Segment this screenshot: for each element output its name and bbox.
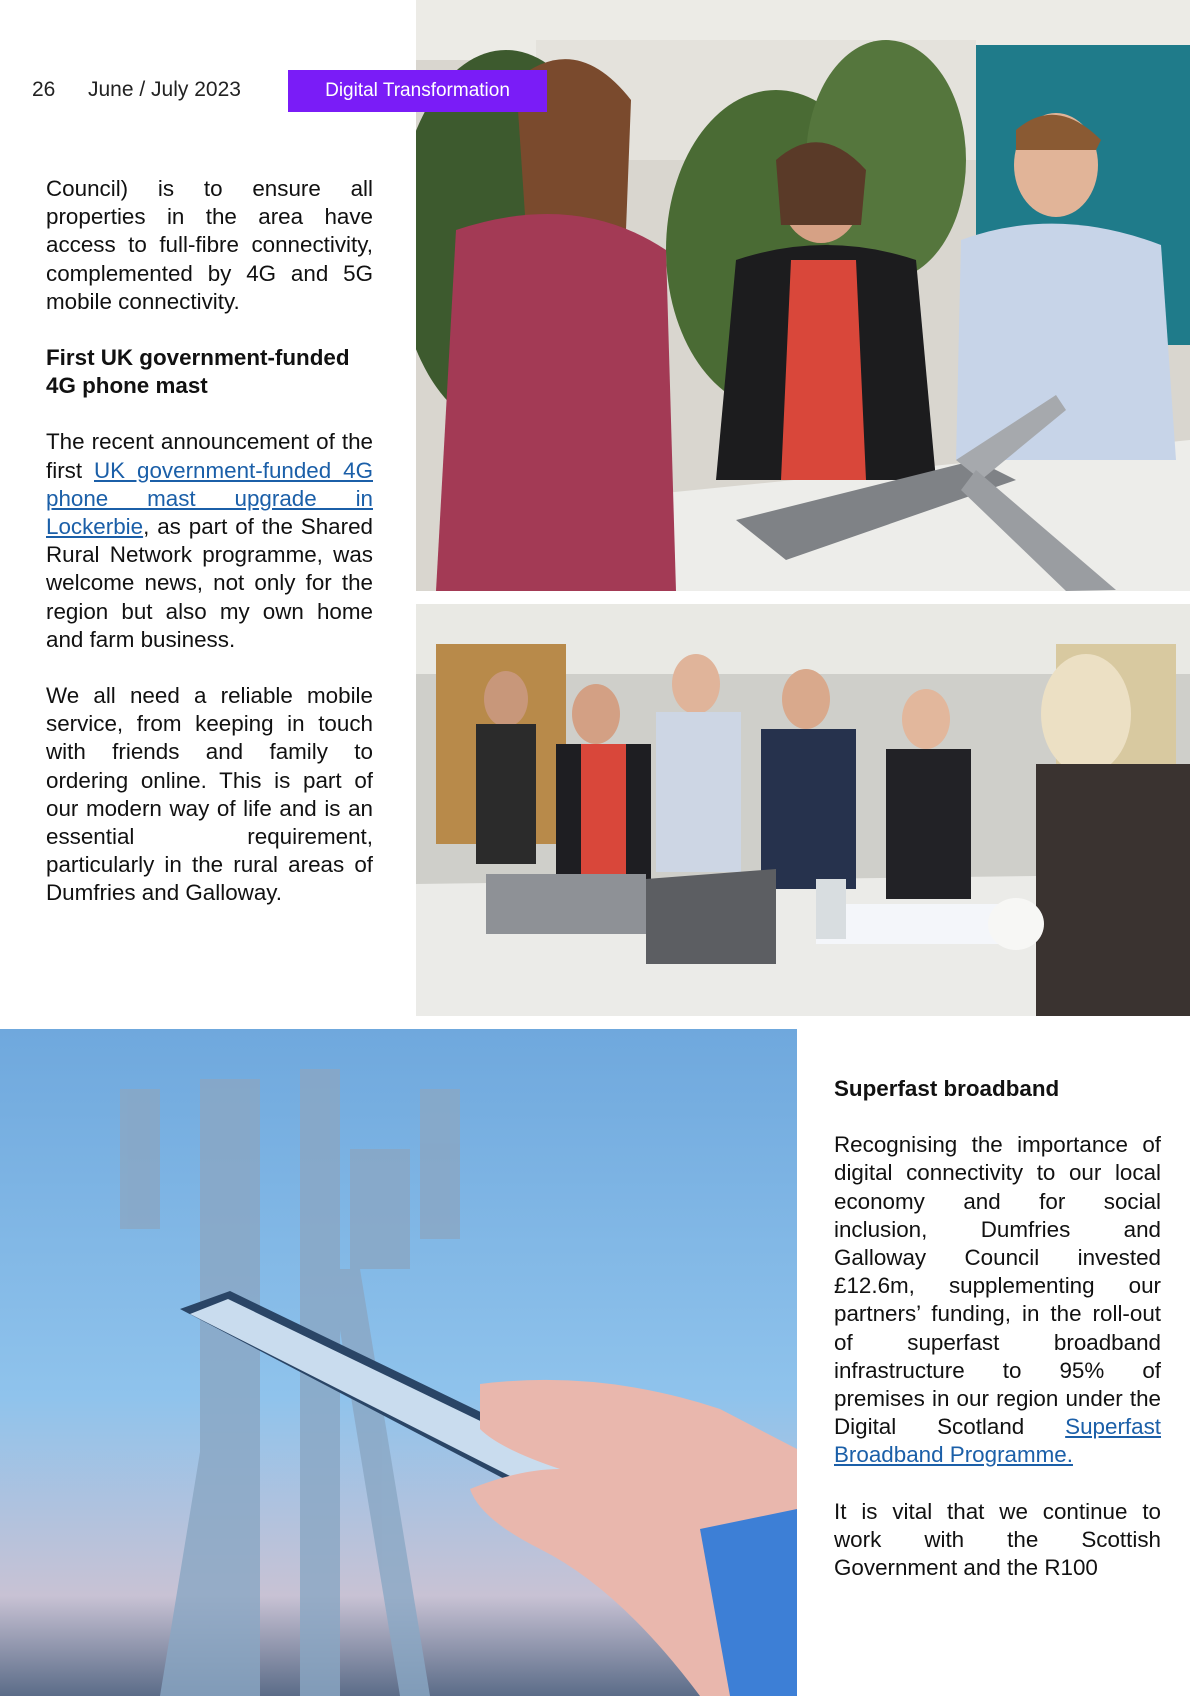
- section-tag: Digital Transformation: [288, 70, 547, 112]
- mast-heading: First UK government-funded 4G phone mast: [46, 345, 350, 399]
- issue-date: June / July 2023: [88, 78, 241, 101]
- superfast-programme-link[interactable]: Superfast Broadband Programme.: [834, 1414, 1161, 1468]
- tablet-mast-photo: [0, 1029, 797, 1696]
- mobile-service-paragraph: We all need a reliable mobile service, from keeping in touch with friends and family to ordering online. This is part of our modern way of life and is an essential requirement, particularly in the rural areas of Dumfries and Galloway.: [46, 683, 373, 906]
- left-text-column: [46, 175, 373, 908]
- mast-paragraph-text-end: , as part of the Shared Rural Network programme, was welcome news, not only for the region but also my own home and farm business.: [46, 514, 373, 652]
- page-number: 26: [32, 78, 56, 101]
- r100-paragraph: It is vital that we continue to work with the Scottish Government and the R100: [834, 1498, 1161, 1581]
- meeting-photo-2: [416, 604, 1190, 1016]
- mast-paragraph: [46, 428, 373, 654]
- broadband-heading: Superfast broadband: [834, 1076, 1060, 1101]
- intro-paragraph: Council) is to ensure all properties in the area have access to full-fibre connectivity, complemented by 4G and 5G mobile connectivity.: [46, 176, 373, 314]
- broadband-paragraph: [834, 1131, 1161, 1469]
- mast-upgrade-link[interactable]: UK government-funded 4G phone mast upgrade in Lockerbie: [46, 457, 373, 540]
- right-text-column: [834, 1075, 1161, 1582]
- broadband-paragraph-text: Recognising the importance of digital connectivity to our local economy and for social inclusion, Dumfries and Galloway Council invested £12.6m, supplementing our partners’ funding, in the roll-out of superfast broadband infrastructure to 95% of premises in our region under the Digital Scotland: [834, 1132, 1161, 1440]
- mast-paragraph-text: The recent announcement of the first: [46, 429, 373, 483]
